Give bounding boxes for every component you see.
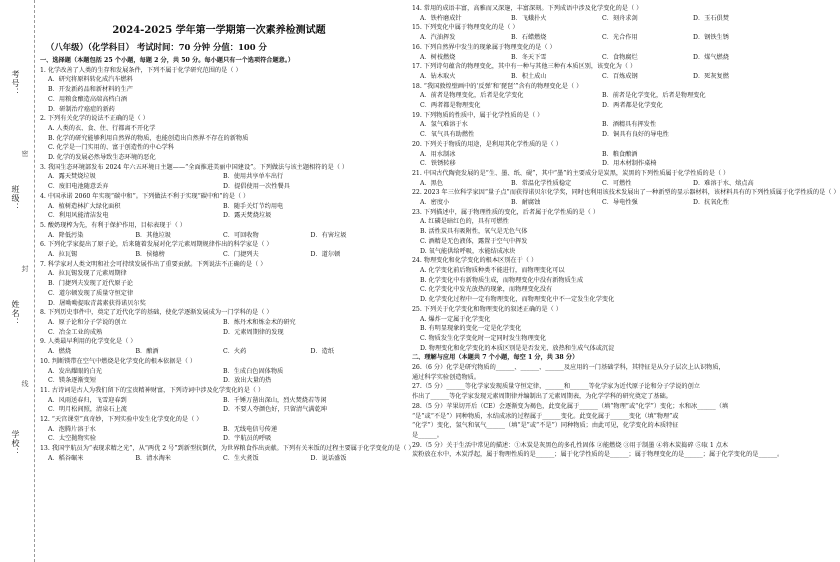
answer-option: C．铁锈转移 bbox=[420, 160, 456, 168]
answer-option: D．玉石俱焚 bbox=[693, 14, 729, 22]
answer-option: A．拉瓦锡 bbox=[48, 251, 78, 259]
answer-option: A．密度小 bbox=[420, 199, 450, 207]
section-heading: 二、理解与应用（本题共 7 个小题，每空 1 分，共 38 分） bbox=[412, 354, 579, 362]
answer-option: D．屠呦呦提取青蒿素获得诺贝尔奖 bbox=[48, 299, 146, 307]
answer-option: C．可回收物 bbox=[223, 231, 259, 239]
question-text: 10. 判断镁带在空气中燃烧是化学变化的根本依据是（ ） bbox=[40, 357, 197, 365]
answer-option: C．太空抛物实验 bbox=[48, 435, 97, 443]
answer-option: A．氢气难溶于水 bbox=[420, 121, 468, 129]
answer-option: C．百炼成钢 bbox=[602, 72, 638, 80]
answer-option: D．宇航员的呼吸 bbox=[223, 435, 272, 443]
answer-option: D．死灰复燃 bbox=[693, 72, 729, 80]
question-text: 4. 中国承诺 2060 年实现“碳中和”。下列做法不利于实现“碳中和”的是（ ） bbox=[40, 192, 250, 200]
answer-option: C．刻舟求剑 bbox=[602, 14, 638, 22]
option-row bbox=[40, 425, 398, 435]
question-text: 24. 物理变化和化学变化的根本区别在于（ ） bbox=[412, 257, 538, 265]
answer-option: C．冶金工业的成熟 bbox=[48, 328, 103, 336]
answer-option: D．两者都是化学变化 bbox=[602, 102, 663, 110]
answer-option: D. 氧气能供给呼吸，水能结成冰块 bbox=[420, 247, 516, 255]
option-row bbox=[40, 454, 398, 464]
answer-option: B. 化学变化中有新物质生成，而物理变化中没有新物质生成 bbox=[420, 276, 584, 284]
answer-option: C．明月松间照，清泉石上流 bbox=[48, 406, 127, 414]
question-text: 6. 下列化学家提出了原子论，后来随着发展对化学元素周期规律作出的科学家是（ ） bbox=[40, 241, 273, 249]
answer-option: A．风雨送春归，飞雪迎春到 bbox=[48, 396, 127, 404]
question-text: 9. 人类最早利用的化学变化是（ ） bbox=[40, 338, 137, 346]
answer-option: B．侯德榜 bbox=[135, 251, 165, 259]
answer-option: B．粮食酿酒 bbox=[602, 150, 638, 158]
answer-option: B．开发新药品和新材料的生产 bbox=[48, 86, 133, 94]
answer-option: A．铁杵磨成针 bbox=[420, 14, 462, 22]
question-text: 5. 酸奶现榨为先，有利于保护作用，目标表现于（ ） bbox=[40, 221, 186, 229]
answer-option: C. 酒精是无色液体，露置于空气中挥发 bbox=[420, 237, 528, 245]
question-text: 作出了______等化学家发现元素周期律并编制出了元素周期表，为化学学科的研究奠定了基础。 bbox=[412, 393, 672, 401]
section-heading: 一、选择题（本题包括 25 个小题，每题 2 分，共 50 分。每小题只有一个选项符合题意。） bbox=[40, 57, 295, 64]
question-text: 16. 下列自然界中发生的现象属于物理变化的是（ ） bbox=[412, 43, 556, 51]
option-row bbox=[412, 72, 784, 82]
answer-option: A．露天焚烧垃圾 bbox=[48, 173, 96, 181]
answer-option: C．废旧电池随意丢弃 bbox=[48, 183, 109, 191]
answer-option: C. 化学变化中发光放热的现象，而物理变化没有 bbox=[420, 286, 553, 294]
answer-option: B．积土成山 bbox=[511, 72, 547, 80]
option-row bbox=[40, 328, 398, 338]
binding-margin bbox=[0, 0, 35, 562]
answer-option: A．汽油挥发 bbox=[420, 34, 456, 42]
answer-option: C．火药 bbox=[223, 348, 247, 356]
answer-option: C．食物腐烂 bbox=[602, 53, 638, 61]
answer-option: A. 爆炸一定属于化学变化 bbox=[420, 315, 491, 323]
answer-option: A．泡腾片溶于水 bbox=[48, 425, 96, 433]
answer-option: D．造纸 bbox=[310, 348, 335, 356]
answer-option: B．冬天下雪 bbox=[511, 53, 547, 61]
question-text: 19. 下列物质的性质中，属于化学性质的是（ ） bbox=[412, 111, 544, 119]
option-row bbox=[412, 179, 784, 189]
answer-option: D. 物理变化和化学变化的本质区别是是否发光、放热和生成气体或沉淀 bbox=[420, 344, 615, 352]
answer-option: C．镁条逐渐变短 bbox=[48, 377, 97, 385]
answer-option: A．降低污染 bbox=[48, 231, 84, 239]
answer-option: D．放出大量的热 bbox=[223, 377, 272, 385]
answer-option: B．清水淘米 bbox=[135, 454, 171, 462]
answer-option: C．用粮食酿造高端高档白酒 bbox=[48, 95, 127, 103]
option-row bbox=[40, 211, 398, 221]
answer-option: D．道尔顿 bbox=[310, 251, 341, 259]
answer-option: B．生成白色固体物质 bbox=[223, 367, 284, 375]
answer-option: B．无线电信号传递 bbox=[223, 425, 278, 433]
question-text: 25. 下列关于化学变化和物理变化的叙述正确的是（ ） bbox=[412, 305, 562, 313]
answer-option: C．导电性强 bbox=[602, 199, 638, 207]
answer-option: D．提倡使用一次性餐具 bbox=[223, 183, 290, 191]
class-label: 班级： bbox=[11, 185, 20, 212]
answer-option: C. 物质发生化学变化时一定同时发生物理变化 bbox=[420, 334, 547, 342]
answer-option: C．道尔顿发现了质量守恒定律 bbox=[48, 289, 134, 297]
option-row bbox=[412, 53, 784, 63]
school-label: 学校： bbox=[11, 430, 20, 457]
answer-option: D．用木材制作桌椅 bbox=[602, 160, 657, 168]
answer-option: B．炼丹术和炼金术的研究 bbox=[223, 318, 296, 326]
option-row bbox=[40, 347, 398, 357]
answer-option: C．两者都是物理变化 bbox=[420, 102, 481, 110]
question-text: 22. 2023 年三位科学家因“量子点”而获得诺贝尔化学奖，同时也利用该技术发展出了一种新型的显示器材料，该材料具有的下列性质属于化学性质的是（ ） bbox=[412, 189, 840, 197]
left-column bbox=[40, 4, 415, 464]
answer-option: B．飞蛾扑火 bbox=[511, 14, 547, 22]
answer-option: A．植树造林扩大绿化面积 bbox=[48, 202, 121, 210]
answer-option: B．其他垃圾 bbox=[135, 231, 171, 239]
option-row bbox=[40, 231, 398, 241]
answer-option: C．氧气具有助燃性 bbox=[420, 131, 475, 139]
answer-option: A．用水制冰 bbox=[420, 150, 456, 158]
answer-option: B．耐腐蚀 bbox=[511, 199, 541, 207]
answer-option: C．门捷列夫 bbox=[223, 251, 259, 259]
answer-option: B．常温化学性质稳定 bbox=[511, 179, 572, 187]
answer-option: D．有害垃圾 bbox=[310, 231, 347, 239]
question-text: 20. 下列关于物质的用途，是利用其化学性质的是（ ） bbox=[412, 140, 562, 148]
answer-option: D．元素周期律的发现 bbox=[223, 328, 284, 336]
answer-option: C．利用风能清洁发电 bbox=[48, 212, 109, 220]
answer-option: B．随手关灯节约用电 bbox=[223, 202, 284, 210]
answer-option: A．发出耀眼的白光 bbox=[48, 367, 102, 375]
question-text: “化学”）变化，氢气和氧气______（填“是”或“不是”）同种物质；由此可见，化学变化的本质特征 bbox=[412, 422, 679, 430]
question-text: 通过科学实验创造物质。 bbox=[412, 373, 481, 381]
option-row bbox=[40, 367, 398, 377]
answer-option: B．前者是化学变化，后者是物理变化 bbox=[602, 92, 706, 100]
answer-option: A. 人类的衣、食、住、行都离不开化学 bbox=[48, 124, 156, 132]
question-text: 15. 下列变化中属于物理变化的是（ ） bbox=[412, 24, 519, 32]
answer-option: D．铜具有良好的导电性 bbox=[602, 131, 669, 139]
option-row bbox=[40, 434, 398, 444]
exam-title: 2024-2025 学年第一学期第一次素养检测试题 bbox=[112, 25, 326, 36]
question-text: “是”或“不是”）同种物质，水结成冰的过程属于______变化。此变化属于______变化（填“物理”或 bbox=[412, 412, 679, 420]
answer-option: D. 化学的发展必然导致生态环境的恶化 bbox=[48, 154, 156, 162]
answer-option: B．酒精具有挥发性 bbox=[602, 121, 657, 129]
answer-option: A．钻木取火 bbox=[420, 72, 456, 80]
answer-option: D．难溶于水、熔点高 bbox=[693, 179, 754, 187]
question-text: 11. 古诗词是古人为我们留下的宝贵精神财富，下列诗词中涉及化学变化的是（ ） bbox=[40, 386, 265, 394]
option-row bbox=[412, 101, 784, 111]
option-row bbox=[40, 182, 398, 192]
answer-option: C．生火煮饭 bbox=[223, 454, 259, 462]
question-text: 21. 中国古代陶瓷发展的是“生、墨、纸、砚”，其中“墨”的主要成分是炭黑，炭黑的下列性质属于化学性质的是（ ） bbox=[412, 169, 730, 177]
option-row bbox=[40, 405, 398, 415]
question-text: 29.（5 分）关于生活中常见的描述：①木炭是灰黑色的多孔性固体 ②能燃烧 ③用于制墨 ④将木炭捣碎 ⑤取 1 点木 bbox=[412, 441, 729, 449]
question-text: 14. 常用的成语丰富，高雅而又深邃，丰富深刻。下列成语中涉及化学变化的是（ ） bbox=[412, 5, 643, 12]
option-row bbox=[40, 250, 398, 260]
seal-mark: 密 bbox=[21, 150, 29, 157]
answer-option: D．露天焚烧垃圾 bbox=[223, 212, 272, 220]
question-text: 28.（5 分）苹果切开后（CE）会逐渐变为褐色，此变化属于______（填“物理”或“化学”）变化；水和冰______（填 bbox=[412, 402, 729, 410]
answer-option: A．稻谷碾米 bbox=[48, 454, 84, 462]
seal-mark-2: 封 bbox=[21, 265, 29, 272]
option-row bbox=[40, 376, 398, 386]
question-text: 7. 科学家对人类文明和社会可持续发展作出了重要贡献。下列说法不正确的是（ ） bbox=[40, 260, 267, 268]
question-text: 12. “天宫课堂”真奇妙，下列实验中发生化学变化的是（ ） bbox=[40, 416, 203, 424]
answer-option: A．拉瓦锡发现了元素周期律 bbox=[48, 270, 127, 278]
option-row bbox=[412, 159, 784, 169]
option-row bbox=[40, 172, 398, 182]
name-label: 姓名： bbox=[11, 300, 20, 327]
option-row bbox=[412, 91, 784, 101]
question-text: 18. “我国敦煌壁画中的‘反弹’和‘琵琶’”含有的物理变化是（ ） bbox=[412, 82, 583, 90]
answer-option: D．煤气燃烧 bbox=[693, 53, 729, 61]
option-row bbox=[412, 120, 784, 130]
option-row bbox=[412, 198, 784, 208]
question-text: 3. 我国生态环境部发布 2024 年六五环境日主题——“全面推进美丽中国建设”。下列做法与该主题相符的是（ ） bbox=[40, 163, 349, 171]
question-text: 23. 下列描述中，属于物理性质的变化，后者属于化学性质的是（ ） bbox=[412, 208, 600, 216]
question-text: 27.（5 分）______等化学家发现质量守恒定律，______和______等化学家为近代原子论和分子学说的创立 bbox=[412, 383, 700, 391]
exam-meta: （八年级）（化学科目） 考试时间：70 分钟 分值：100 分 bbox=[46, 42, 267, 52]
question-text: 炭粉放在水中，木炭浮起，属于物理性质的是______；属于化学性质的是______；属于物理变化的是______；属于化学变化的是______。 bbox=[412, 451, 784, 459]
answer-option: C. 化学是一门实用的、富于创造性的中心学科 bbox=[48, 144, 175, 152]
answer-option: B. 活性炭具有吸附性，氧气是无色气体 bbox=[420, 228, 528, 236]
answer-option: A．燃烧 bbox=[48, 348, 72, 356]
answer-option: D．说话盛饭 bbox=[310, 454, 347, 462]
option-row bbox=[412, 130, 784, 140]
answer-option: B．千锤万凿出深山，烈火焚烧若等闲 bbox=[223, 396, 327, 404]
answer-option: B．使用共享单车出行 bbox=[223, 173, 284, 181]
answer-option: A. 红磷是暗红色的，具有可燃性 bbox=[420, 218, 509, 226]
option-row bbox=[40, 396, 398, 406]
answer-option: A．黑色 bbox=[420, 179, 444, 187]
answer-option: B．门捷列夫发现了近代原子论 bbox=[48, 280, 133, 288]
answer-option: D．研制治疗癌症的新药 bbox=[48, 105, 115, 113]
option-row bbox=[40, 202, 398, 212]
question-text: 2. 下列有关化学的说法不正确的是（ ） bbox=[40, 115, 149, 123]
answer-option: A. 化学变化前后物质种类不能进行，而物理变化可以 bbox=[420, 266, 565, 274]
exam-no-label: 考号： bbox=[11, 70, 20, 97]
answer-option: C．可燃性 bbox=[602, 179, 632, 187]
question-text: 8. 下列历史事件中，奠定了近代化学的基础，使化学逐渐发展成为一门学科的是（ ） bbox=[40, 309, 273, 317]
question-text: 26.（6 分）化学是研究物质的______、______、______及应用的一门基础学科，其特征是从分子层次上认识物质， bbox=[412, 364, 725, 372]
answer-option: A．研究将原料转化成汽车燃料 bbox=[48, 76, 133, 84]
seal-mark-3: 线 bbox=[21, 380, 29, 387]
option-row bbox=[412, 14, 784, 24]
answer-option: D. 化学变化过程中一定有物理变化，而物理变化中不一定发生化学变化 bbox=[420, 296, 615, 304]
question-text: 17. 下列诗句蕴含的物理变化，其中有一种与其他三种有本质区别，该变化为（ ） bbox=[412, 63, 637, 71]
answer-option: A．原子论和分子学说的创立 bbox=[48, 318, 127, 326]
answer-option: B. 化学的研究能够利用自然界的物质，也能创造出自然界不存在的新物质 bbox=[48, 134, 249, 142]
answer-option: B. 有明显现象的变化一定是化学变化 bbox=[420, 325, 522, 333]
right-column bbox=[412, 4, 840, 460]
question-text: 1. 化学改善了人类的生存和发展条件，下列不属于化学研究范围的是（ ） bbox=[40, 66, 242, 74]
answer-option: A．树枝燃烧 bbox=[420, 53, 456, 61]
answer-option: B．酿酒 bbox=[135, 348, 159, 356]
option-row bbox=[412, 150, 784, 160]
question-text: 13. 我国宇航员为“表现求精之光”，从“两优 2 号”到新型抗倒伏，为世界粮食作出贡献。下列有关米饭的过程主要属于化学变化的是（ ） bbox=[40, 445, 415, 453]
answer-option: D．抗氧化性 bbox=[693, 199, 729, 207]
answer-option: C．光合作用 bbox=[602, 34, 638, 42]
answer-option: D．不要人夸颜色好，只留清气满乾坤 bbox=[223, 406, 327, 414]
question-text: 是______。 bbox=[412, 431, 443, 439]
answer-option: A．前者是物理变化，后者是化学变化 bbox=[420, 92, 524, 100]
answer-option: D．钢铁生锈 bbox=[693, 34, 729, 42]
option-row bbox=[412, 33, 784, 43]
option-row bbox=[40, 318, 398, 328]
answer-option: B．石蜡燃烧 bbox=[511, 34, 547, 42]
